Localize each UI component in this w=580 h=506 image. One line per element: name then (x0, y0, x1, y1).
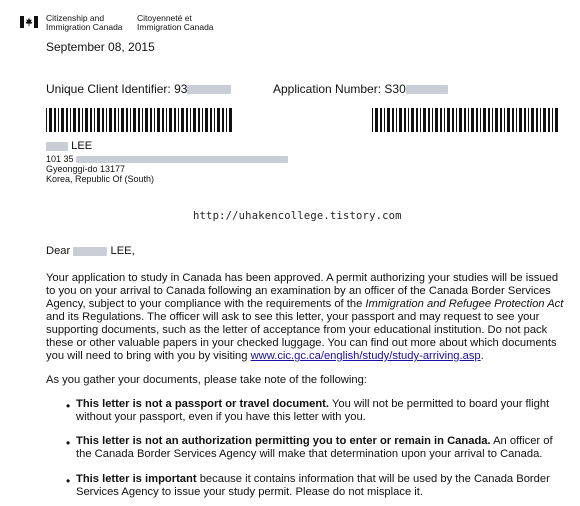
barcode-bar (435, 108, 438, 132)
barcode-bar (157, 108, 160, 132)
barcode-bar (500, 108, 502, 132)
watermark-url: http://uhakencollege.tistory.com (193, 210, 402, 222)
barcode-bar (432, 108, 433, 132)
barcode-bar (392, 108, 394, 132)
barcode-bar (97, 108, 100, 132)
barcode-bar (372, 108, 373, 132)
barcode-bar (492, 108, 493, 132)
barcode-bar (133, 108, 136, 132)
barcode-bar (222, 108, 224, 132)
barcode-bar (528, 108, 529, 132)
barcode-bar (420, 108, 421, 132)
barcode-bar (480, 108, 481, 132)
barcode-bar (73, 108, 76, 132)
barcode-bar (114, 108, 116, 132)
barcode-bar (210, 108, 212, 132)
barcode-bar (468, 108, 469, 132)
approval-paragraph: Your application to study in Canada has been approved. A permit authorizing your studies will be issued to you on your arrival to Canada following an examination by an officer of the Canada Border Services Agency, subject to your compliance with the requirements of the Immigration and Refugee Protection Act and its Regulations. The officer will ask to see this letter, your passport and may request to see your supporting documents, such as the letter of acceptance from your educational institution. Do not pack these or other valuable papers in your checked luggage. You can find out more about which documents you will need to bring with you by visiting www.cic.gc.ca/english/study/study-arriving.asp. (46, 272, 564, 362)
barcode-bar (78, 108, 80, 132)
barcode-bar (138, 108, 140, 132)
barcode-bar (190, 108, 191, 132)
barcode-bar (408, 108, 409, 132)
barcode-bar (519, 108, 522, 132)
barcode-bar (118, 108, 119, 132)
barcode-bar (375, 108, 378, 132)
letter-date: September 08, 2015 (46, 40, 155, 54)
barcode-bar (186, 108, 188, 132)
barcode-bar (459, 108, 462, 132)
canada-flag-icon (20, 16, 38, 28)
barcode-bar (85, 108, 88, 132)
barcode-bar (205, 108, 208, 132)
barcode-bar (456, 108, 457, 132)
barcode-bar (384, 108, 385, 132)
barcode-bar (166, 108, 167, 132)
barcode-bar (226, 108, 227, 132)
barcode-bar (217, 108, 220, 132)
barcode-bar (150, 108, 152, 132)
barcode-bar (504, 108, 505, 132)
barcode-bar (202, 108, 203, 132)
barcode-bar (471, 108, 474, 132)
barcode-bar (126, 108, 128, 132)
app-value: S30 (384, 82, 406, 96)
barcode-bar (404, 108, 406, 132)
barcode-bar (483, 108, 486, 132)
barcode-bar (106, 108, 107, 132)
act-name: Immigration and Refugee Protection Act (365, 298, 564, 310)
barcode-bar (102, 108, 104, 132)
redaction (46, 142, 68, 151)
barcode-bar (49, 108, 52, 132)
barcode-bar (214, 108, 215, 132)
barcode-bar (476, 108, 478, 132)
barcode-bar (543, 108, 546, 132)
barcode-bar (536, 108, 538, 132)
barcode-bar (70, 108, 71, 132)
barcode-bar (423, 108, 426, 132)
recipient-name: LEE (46, 140, 288, 153)
app-label: Application Number: (273, 82, 382, 96)
bullet-symbol: • (66, 399, 71, 413)
recipient-address (46, 140, 288, 184)
barcode-bar (440, 108, 442, 132)
barcode-bar (428, 108, 430, 132)
barcode-bar (488, 108, 490, 132)
barcode-bar (444, 108, 445, 132)
barcode-bar (387, 108, 390, 132)
barcode-bar (198, 108, 200, 132)
barcode-bar (524, 108, 526, 132)
application-number-field (273, 82, 448, 96)
barcode-bar (154, 108, 155, 132)
barcode-bar (169, 108, 172, 132)
bullet-symbol: • (66, 436, 71, 450)
address-line-1: 101 35 (46, 154, 288, 164)
bullet-item: This letter is not an authorization permitting you to enter or remain in Canada. An officer of the Canada Border Services Agency will make that determination upon your arrival to Canada. (76, 435, 553, 460)
barcode-bar (552, 108, 553, 132)
barcode-bar (109, 108, 112, 132)
barcode-bar (555, 108, 558, 132)
department-name-fr: Citoyenneté et Immigration Canada (137, 13, 214, 32)
barcode-bar (178, 108, 179, 132)
barcode-bar (130, 108, 131, 132)
barcode-bar (540, 108, 541, 132)
documents-note: As you gather your documents, please take note of the following: (46, 374, 367, 386)
barcode-bar (142, 108, 143, 132)
salutation: Dear LEE, (46, 245, 135, 257)
redaction (76, 156, 288, 163)
barcode-bar (531, 108, 534, 132)
barcode-bar (90, 108, 92, 132)
barcode-bar (61, 108, 64, 132)
barcode-bar (416, 108, 418, 132)
barcode-bar (380, 108, 382, 132)
uci-value: 93 (174, 82, 188, 96)
barcode-bar (82, 108, 83, 132)
address-line-2: Gyeonggi-do 13177 (46, 164, 126, 174)
barcode-bar (121, 108, 124, 132)
barcode-bar (516, 108, 517, 132)
barcode-bar (66, 108, 68, 132)
barcode-bar (495, 108, 498, 132)
barcode-bar (447, 108, 450, 132)
barcode-bar (46, 108, 47, 132)
barcode-bar (162, 108, 164, 132)
redaction (406, 85, 448, 94)
barcode-bar (174, 108, 176, 132)
uci-field (46, 82, 231, 96)
barcode-bar (464, 108, 466, 132)
barcode-bar (193, 108, 196, 132)
address-line-3: Korea, Republic Of (South) (46, 174, 155, 184)
barcode-bar (54, 108, 56, 132)
barcode-bar (411, 108, 414, 132)
department-name-en: Citizenship and Immigration Canada (46, 13, 123, 32)
uci-label: Unique Client Identifier: (46, 82, 171, 96)
barcode-bar (94, 108, 95, 132)
barcode-bar (452, 108, 454, 132)
bullet-item: This letter is important because it contains information that will be used by the Canada Border Services Agency to issue your study permit. Please do not misplace it. (76, 473, 550, 498)
barcode-bar (396, 108, 397, 132)
bullet-symbol: • (66, 474, 71, 488)
barcode (372, 108, 562, 132)
bullet-item: This letter is not a passport or travel document. You will not be permitted to board your flight without your passport, even if you have this letter with you. (76, 398, 550, 423)
barcode (46, 108, 236, 132)
redaction (73, 247, 107, 256)
barcode-bar (507, 108, 510, 132)
barcode-bar (512, 108, 514, 132)
barcode-bar (399, 108, 402, 132)
barcode-bar (548, 108, 550, 132)
barcode-bar (58, 108, 59, 132)
redaction (187, 85, 231, 94)
barcode-bar (145, 108, 148, 132)
study-arriving-link[interactable]: www.cic.gc.ca/english/study/study-arriving.asp (250, 350, 481, 362)
barcode-bar (181, 108, 184, 132)
barcode-bar (229, 108, 232, 132)
